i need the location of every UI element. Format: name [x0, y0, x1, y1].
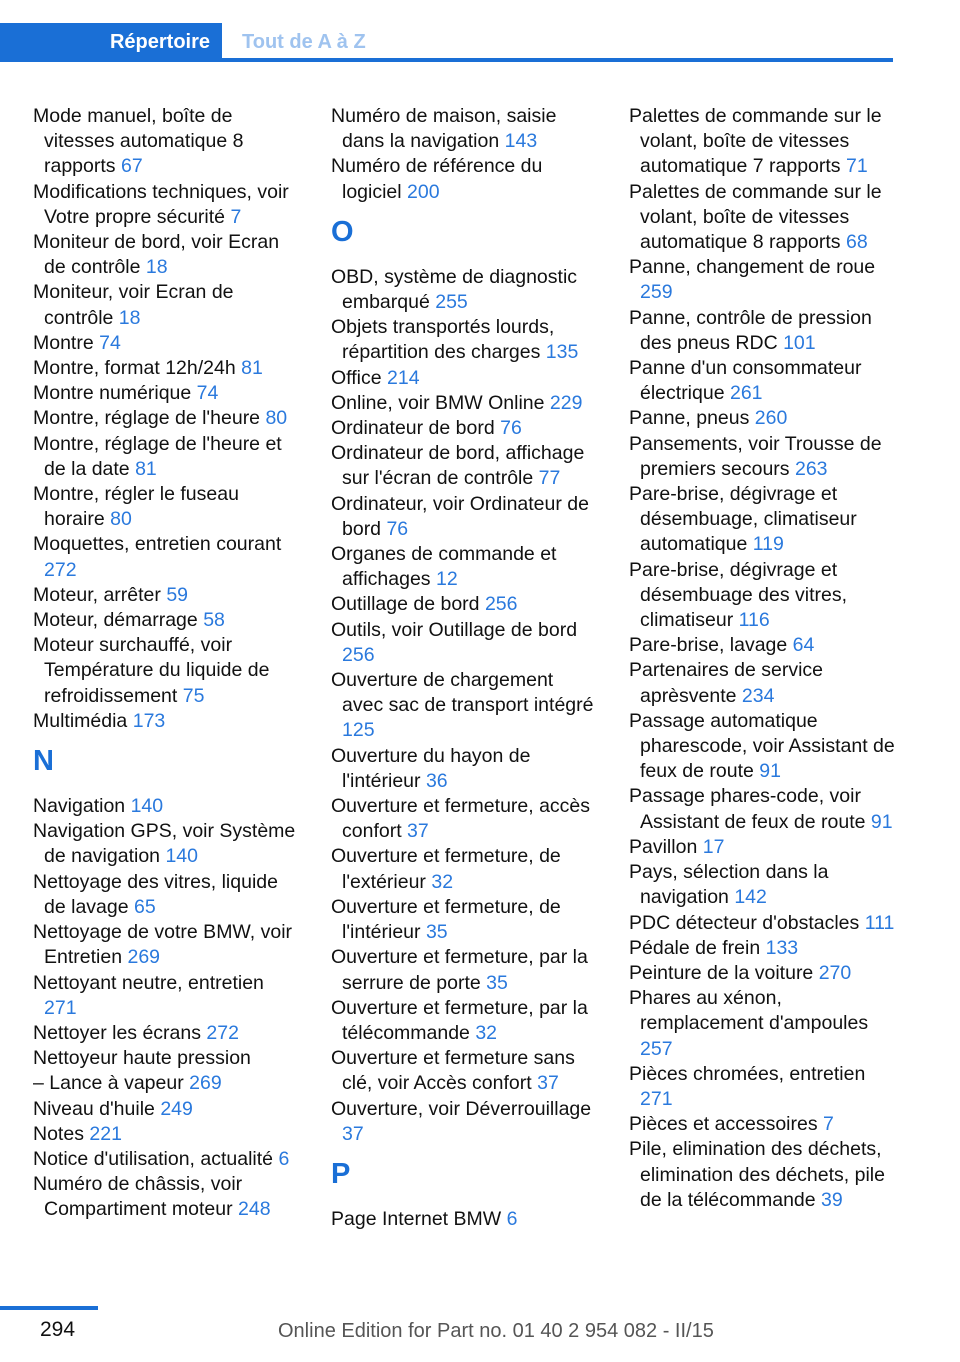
index-entry: [629, 835, 897, 860]
page-link[interactable]: 6: [506, 1207, 518, 1230]
entry-text: Objets transportés lourds, répartition des charges: [331, 316, 555, 364]
entry-text: Passage phares-code, voir Assistant de feux de route: [629, 785, 866, 833]
page-link[interactable]: 35: [486, 971, 508, 994]
page-link[interactable]: 111: [864, 911, 895, 934]
page-link[interactable]: 221: [89, 1122, 122, 1145]
entry-text: Montre numérique: [33, 382, 192, 405]
entry-text: Pile, elimination des déchets, elimination des déchets, pile de la télécommande: [629, 1138, 885, 1211]
entry-text: Mode manuel, boîte de vitesses automatique 8 rapports: [33, 105, 244, 178]
page-link[interactable]: 116: [738, 609, 770, 632]
page-link[interactable]: 257: [640, 1037, 673, 1060]
page-link[interactable]: 71: [845, 155, 868, 178]
page-link[interactable]: 18: [118, 306, 141, 329]
entry-text: Ouverture et fermeture, accès confort: [331, 795, 591, 843]
entry-text: Numéro de référence du logiciel: [331, 155, 543, 203]
entry-text: Navigation GPS, voir Système de navigation: [33, 820, 296, 868]
page-link[interactable]: 256: [484, 593, 518, 616]
page-link[interactable]: 260: [754, 407, 788, 430]
entry-text: – Lance à vapeur: [33, 1072, 184, 1095]
index-entry: [331, 542, 599, 592]
entry-text: Outils, voir Outillage de bord: [331, 618, 578, 641]
entry-text: Ouverture et fermeture, de l'intérieur: [331, 895, 561, 944]
page-link[interactable]: 261: [729, 382, 763, 405]
page-link[interactable]: 74: [99, 331, 121, 354]
entry-text: Pare-brise, dégivrage et désembuage, climatiseur automatique: [629, 483, 857, 556]
index-entry: [33, 1021, 301, 1046]
index-entry: [331, 996, 599, 1046]
page-link[interactable]: 140: [165, 845, 198, 868]
index-entry: [629, 986, 897, 1062]
page-link[interactable]: 91: [870, 810, 893, 833]
index-entry: [629, 406, 897, 431]
entry-text: Nettoyage des vitres, liquide de lavage: [33, 870, 278, 918]
page-link[interactable]: 68: [845, 231, 868, 254]
index-entry: [331, 366, 599, 391]
index-column-2: [331, 104, 599, 1232]
page-link[interactable]: 272: [44, 558, 77, 581]
tab-stub: [0, 23, 98, 62]
entry-text: Notice d'utilisation, actualité: [33, 1147, 274, 1170]
entry-text: Niveau d'huile: [33, 1097, 155, 1120]
page-link[interactable]: 76: [386, 517, 409, 540]
index-entry: [33, 104, 301, 180]
index-entry: [629, 961, 897, 986]
entry-text: Nettoyage de votre BMW, voir Entretien: [33, 921, 293, 969]
page-link[interactable]: 255: [435, 291, 468, 314]
entry-text: Moteur, démarrage: [33, 609, 198, 632]
entry-text: Ouverture et fermeture, par la serrure de porte: [331, 946, 588, 994]
entry-text: PDC détecteur d'obstacles: [629, 911, 860, 934]
page-link[interactable]: 272: [206, 1021, 239, 1044]
page-link[interactable]: 12: [435, 568, 458, 591]
index-entry: [331, 945, 599, 995]
entry-text: Ordinateur, voir Ordinateur de bord: [331, 492, 589, 540]
index-entry: [33, 356, 301, 381]
entry-text: Notes: [33, 1122, 84, 1145]
index-entry: [33, 331, 301, 356]
index-entry: [331, 794, 599, 844]
edition-text: Online Edition for Part no. 01 40 2 954 082 - II/15: [278, 1320, 714, 1342]
page-link[interactable]: 81: [241, 357, 263, 380]
entry-text: OBD, système de diagnostic embarqué: [331, 265, 578, 314]
index-entry: [629, 356, 897, 406]
entry-text: Numéro de châssis, voir Compartiment moteur: [33, 1173, 243, 1221]
page-link[interactable]: 270: [818, 961, 852, 984]
page-link[interactable]: 80: [110, 508, 132, 531]
page-link[interactable]: 263: [794, 457, 828, 480]
entry-text: Phares au xénon, remplacement d'ampoules: [629, 987, 869, 1035]
entry-text: Montre: [33, 331, 94, 354]
page-link[interactable]: 256: [342, 643, 375, 666]
index-entry: [33, 1147, 301, 1172]
index-entry: [629, 558, 897, 634]
index-entry: [331, 1097, 599, 1147]
page-link[interactable]: 229: [549, 391, 583, 414]
index-entry: [33, 633, 301, 709]
header-bar: [0, 0, 960, 62]
index-entry: [629, 306, 897, 356]
page-link[interactable]: 59: [166, 583, 189, 606]
entry-text: Pansements, voir Trousse de premiers secours: [629, 432, 882, 480]
entry-text: Nettoyer les écrans: [33, 1021, 201, 1044]
entry-text: Pédale de frein: [629, 936, 761, 959]
index-entry: [331, 1046, 599, 1096]
index-entry: [33, 432, 301, 482]
section-letter: O: [331, 215, 354, 248]
entry-text: Ouverture et fermeture sans clé, voir Accès confort: [331, 1047, 575, 1095]
page-link[interactable]: 37: [537, 1072, 559, 1095]
index-entry: [331, 416, 599, 441]
entry-text: Ouverture et fermeture, de l'extérieur: [331, 845, 561, 893]
index-entry: [629, 255, 897, 305]
index-entry: [33, 381, 301, 406]
index-column-1: [33, 104, 301, 1223]
index-entry: [33, 794, 301, 819]
index-entry: [331, 618, 599, 668]
index-entry: [629, 633, 897, 658]
entry-text: Online, voir BMW Online: [331, 391, 545, 414]
page-link[interactable]: 234: [741, 684, 775, 707]
entry-text: Pays, sélection dans la navigation: [629, 861, 829, 909]
index-entry: [629, 860, 897, 910]
page-link[interactable]: 32: [475, 1021, 498, 1044]
page-link[interactable]: 39: [821, 1188, 843, 1211]
index-entry: [629, 784, 897, 834]
page-link[interactable]: 143: [504, 130, 538, 153]
tab-tout-de-a-a-z[interactable]: Tout de A à Z: [242, 31, 366, 53]
index-entry: [33, 406, 301, 431]
entry-text: Numéro de maison, saisie dans la navigation: [331, 105, 557, 153]
page-link[interactable]: 269: [189, 1072, 222, 1095]
index-entry: [33, 230, 301, 280]
section-letter: N: [33, 745, 54, 778]
page-link[interactable]: 7: [823, 1113, 834, 1136]
page-link[interactable]: 125: [342, 719, 375, 742]
page-link[interactable]: 77: [538, 467, 561, 490]
page-link[interactable]: 140: [130, 795, 164, 818]
entry-text: Moteur, arrêter: [33, 583, 161, 606]
index-entry: [33, 1172, 301, 1222]
entry-text: Palettes de commande sur le volant, boîte de vitesses automatique 8 rapports: [629, 180, 882, 254]
entry-text: Page Internet BMW: [331, 1207, 502, 1230]
entry-text: Office: [331, 366, 382, 389]
index-entry: [33, 1071, 301, 1096]
entry-text: Ordinateur de bord: [331, 417, 495, 440]
page-link[interactable]: 200: [407, 180, 440, 203]
entry-text: Outillage de bord: [331, 593, 480, 616]
page-link[interactable]: 37: [342, 1122, 364, 1145]
index-entry: [629, 936, 897, 961]
index-entry: [33, 280, 301, 330]
index-entry: [331, 492, 599, 542]
entry-text: Moquettes, entretien courant: [33, 533, 282, 556]
page-number: 294: [40, 1318, 76, 1341]
entry-text: Panne, changement de roue: [629, 256, 876, 279]
entry-text: Ouverture et fermeture, par la télécommande: [331, 996, 588, 1044]
page-link[interactable]: 75: [182, 684, 205, 707]
page-link[interactable]: 7: [230, 205, 242, 228]
index-entry: [629, 482, 897, 558]
entry-text: Nettoyeur haute pression: [33, 1047, 251, 1070]
page-link[interactable]: 249: [160, 1097, 193, 1120]
index-column-3: [629, 104, 897, 1213]
entry-text: Panne d'un consommateur électrique: [629, 357, 862, 405]
entry-text: Organes de commande et affichages: [331, 543, 557, 591]
page-link[interactable]: 133: [765, 936, 799, 959]
index-entry: [33, 870, 301, 920]
index-entry: [629, 911, 897, 936]
index-entry: [33, 180, 301, 230]
entry-text: Partenaires de service aprèsvente: [629, 659, 824, 707]
entry-text: Passage automatique pharescode, voir Assistant de feux de route: [629, 709, 895, 783]
page-link[interactable]: 269: [127, 946, 161, 969]
page-link[interactable]: 119: [752, 533, 784, 556]
page-link[interactable]: 135: [545, 341, 579, 364]
entry-text: Navigation: [33, 795, 126, 818]
page-link[interactable]: 259: [640, 281, 673, 304]
page-link[interactable]: 35: [425, 921, 448, 944]
page-link[interactable]: 18: [145, 256, 168, 279]
entry-text: Multimédia: [33, 709, 128, 732]
index-entry: [331, 592, 599, 617]
page-link[interactable]: 37: [407, 820, 429, 843]
entry-text: Panne, contrôle de pression des pneus RDC: [629, 306, 872, 354]
index-entry: [331, 391, 599, 416]
index-entry: [629, 104, 897, 180]
index-entry: [629, 432, 897, 482]
entry-text: Pavillon: [629, 835, 698, 858]
index-entry: [33, 1097, 301, 1122]
index-entry: [629, 180, 897, 256]
index-entry: [331, 1207, 599, 1232]
index-entry: [33, 608, 301, 633]
index-entry: [629, 658, 897, 708]
entry-text: Pare-brise, lavage: [629, 634, 788, 657]
index-entry: [33, 709, 301, 734]
index-entry: [33, 1046, 301, 1071]
entry-text: Montre, régler le fuseau horaire: [33, 483, 239, 531]
index-entry: [629, 1112, 897, 1137]
index-entry: [33, 971, 301, 1021]
entry-text: Moniteur, voir Ecran de contrôle: [33, 281, 234, 329]
entry-text: Nettoyant neutre, entretien: [33, 971, 264, 994]
page-link[interactable]: 214: [387, 366, 420, 389]
index-entry: [331, 744, 599, 794]
index-entry: [331, 441, 599, 491]
page-link[interactable]: 58: [203, 609, 225, 632]
entry-text: Ordinateur de bord, affichage sur l'écran de contrôle: [331, 442, 585, 490]
page-link[interactable]: 17: [702, 835, 725, 858]
index-entry: [629, 709, 897, 785]
index-entry: [33, 532, 301, 582]
entry-text: Peinture de la voiture: [629, 961, 814, 984]
entry-text: Pare-brise, dégivrage et désembuage des vitres, climatiseur: [629, 558, 848, 632]
index-entry: [33, 920, 301, 970]
index-entry: [331, 104, 599, 154]
entry-text: Panne, pneus: [629, 407, 750, 430]
index-entry: [331, 265, 599, 315]
entry-text: Montre, format 12h/24h: [33, 357, 236, 380]
page-link[interactable]: 32: [431, 870, 454, 893]
footer-rule: [0, 1306, 98, 1310]
index-entry: [33, 1122, 301, 1147]
entry-text: Pièces chromées, entretien: [629, 1062, 866, 1085]
index-entry: [629, 1137, 897, 1213]
entry-text: Montre, réglage de l'heure: [33, 407, 261, 430]
entry-text: Moteur surchauffé, voir Température du liquide de refroidissement: [33, 634, 270, 707]
page-link[interactable]: 142: [734, 886, 767, 909]
page-link[interactable]: 248: [238, 1198, 271, 1221]
page-link[interactable]: 67: [120, 155, 143, 178]
entry-text: Montre, réglage de l'heure et de la date: [33, 432, 282, 480]
page-link[interactable]: 36: [425, 769, 448, 792]
entry-text: Ouverture de chargement avec sac de transport intégré: [331, 669, 594, 717]
entry-text: Palettes de commande sur le volant, boîte de vitesses automatique 7 rapports: [629, 105, 882, 178]
page-link[interactable]: 74: [196, 382, 219, 405]
entry-text: Ouverture du hayon de l'intérieur: [331, 744, 531, 792]
entry-text: Ouverture, voir Déverrouillage: [331, 1097, 592, 1120]
section-letter: P: [331, 1157, 351, 1190]
index-entry: [33, 482, 301, 532]
entry-text: Modifications techniques, voir Votre propre sécurité: [33, 180, 289, 228]
page-link[interactable]: 91: [759, 760, 781, 783]
page-link[interactable]: 101: [783, 331, 816, 354]
page-link[interactable]: 271: [640, 1087, 673, 1110]
page-link[interactable]: 81: [135, 457, 157, 480]
index-entry: [33, 819, 301, 869]
tab-repertoire[interactable]: Répertoire: [98, 23, 222, 62]
index-entry: [331, 154, 599, 204]
page-link[interactable]: 271: [44, 996, 77, 1019]
page-link[interactable]: 76: [500, 417, 522, 440]
index-entry: [33, 583, 301, 608]
entry-text: Moniteur de bord, voir Ecran de contrôle: [33, 231, 280, 279]
page-link[interactable]: 65: [134, 895, 156, 918]
entry-text: Pièces et accessoires: [629, 1113, 818, 1136]
page-link[interactable]: 173: [132, 709, 166, 732]
page-link[interactable]: 6: [278, 1147, 290, 1170]
index-entry: [331, 844, 599, 894]
page-link[interactable]: 64: [792, 634, 815, 657]
header-rule: [0, 58, 893, 62]
index-entry: [331, 895, 599, 945]
index-entry: [331, 315, 599, 365]
index-entry: [629, 1062, 897, 1112]
page-link[interactable]: 80: [265, 407, 288, 430]
index-entry: [331, 668, 599, 744]
